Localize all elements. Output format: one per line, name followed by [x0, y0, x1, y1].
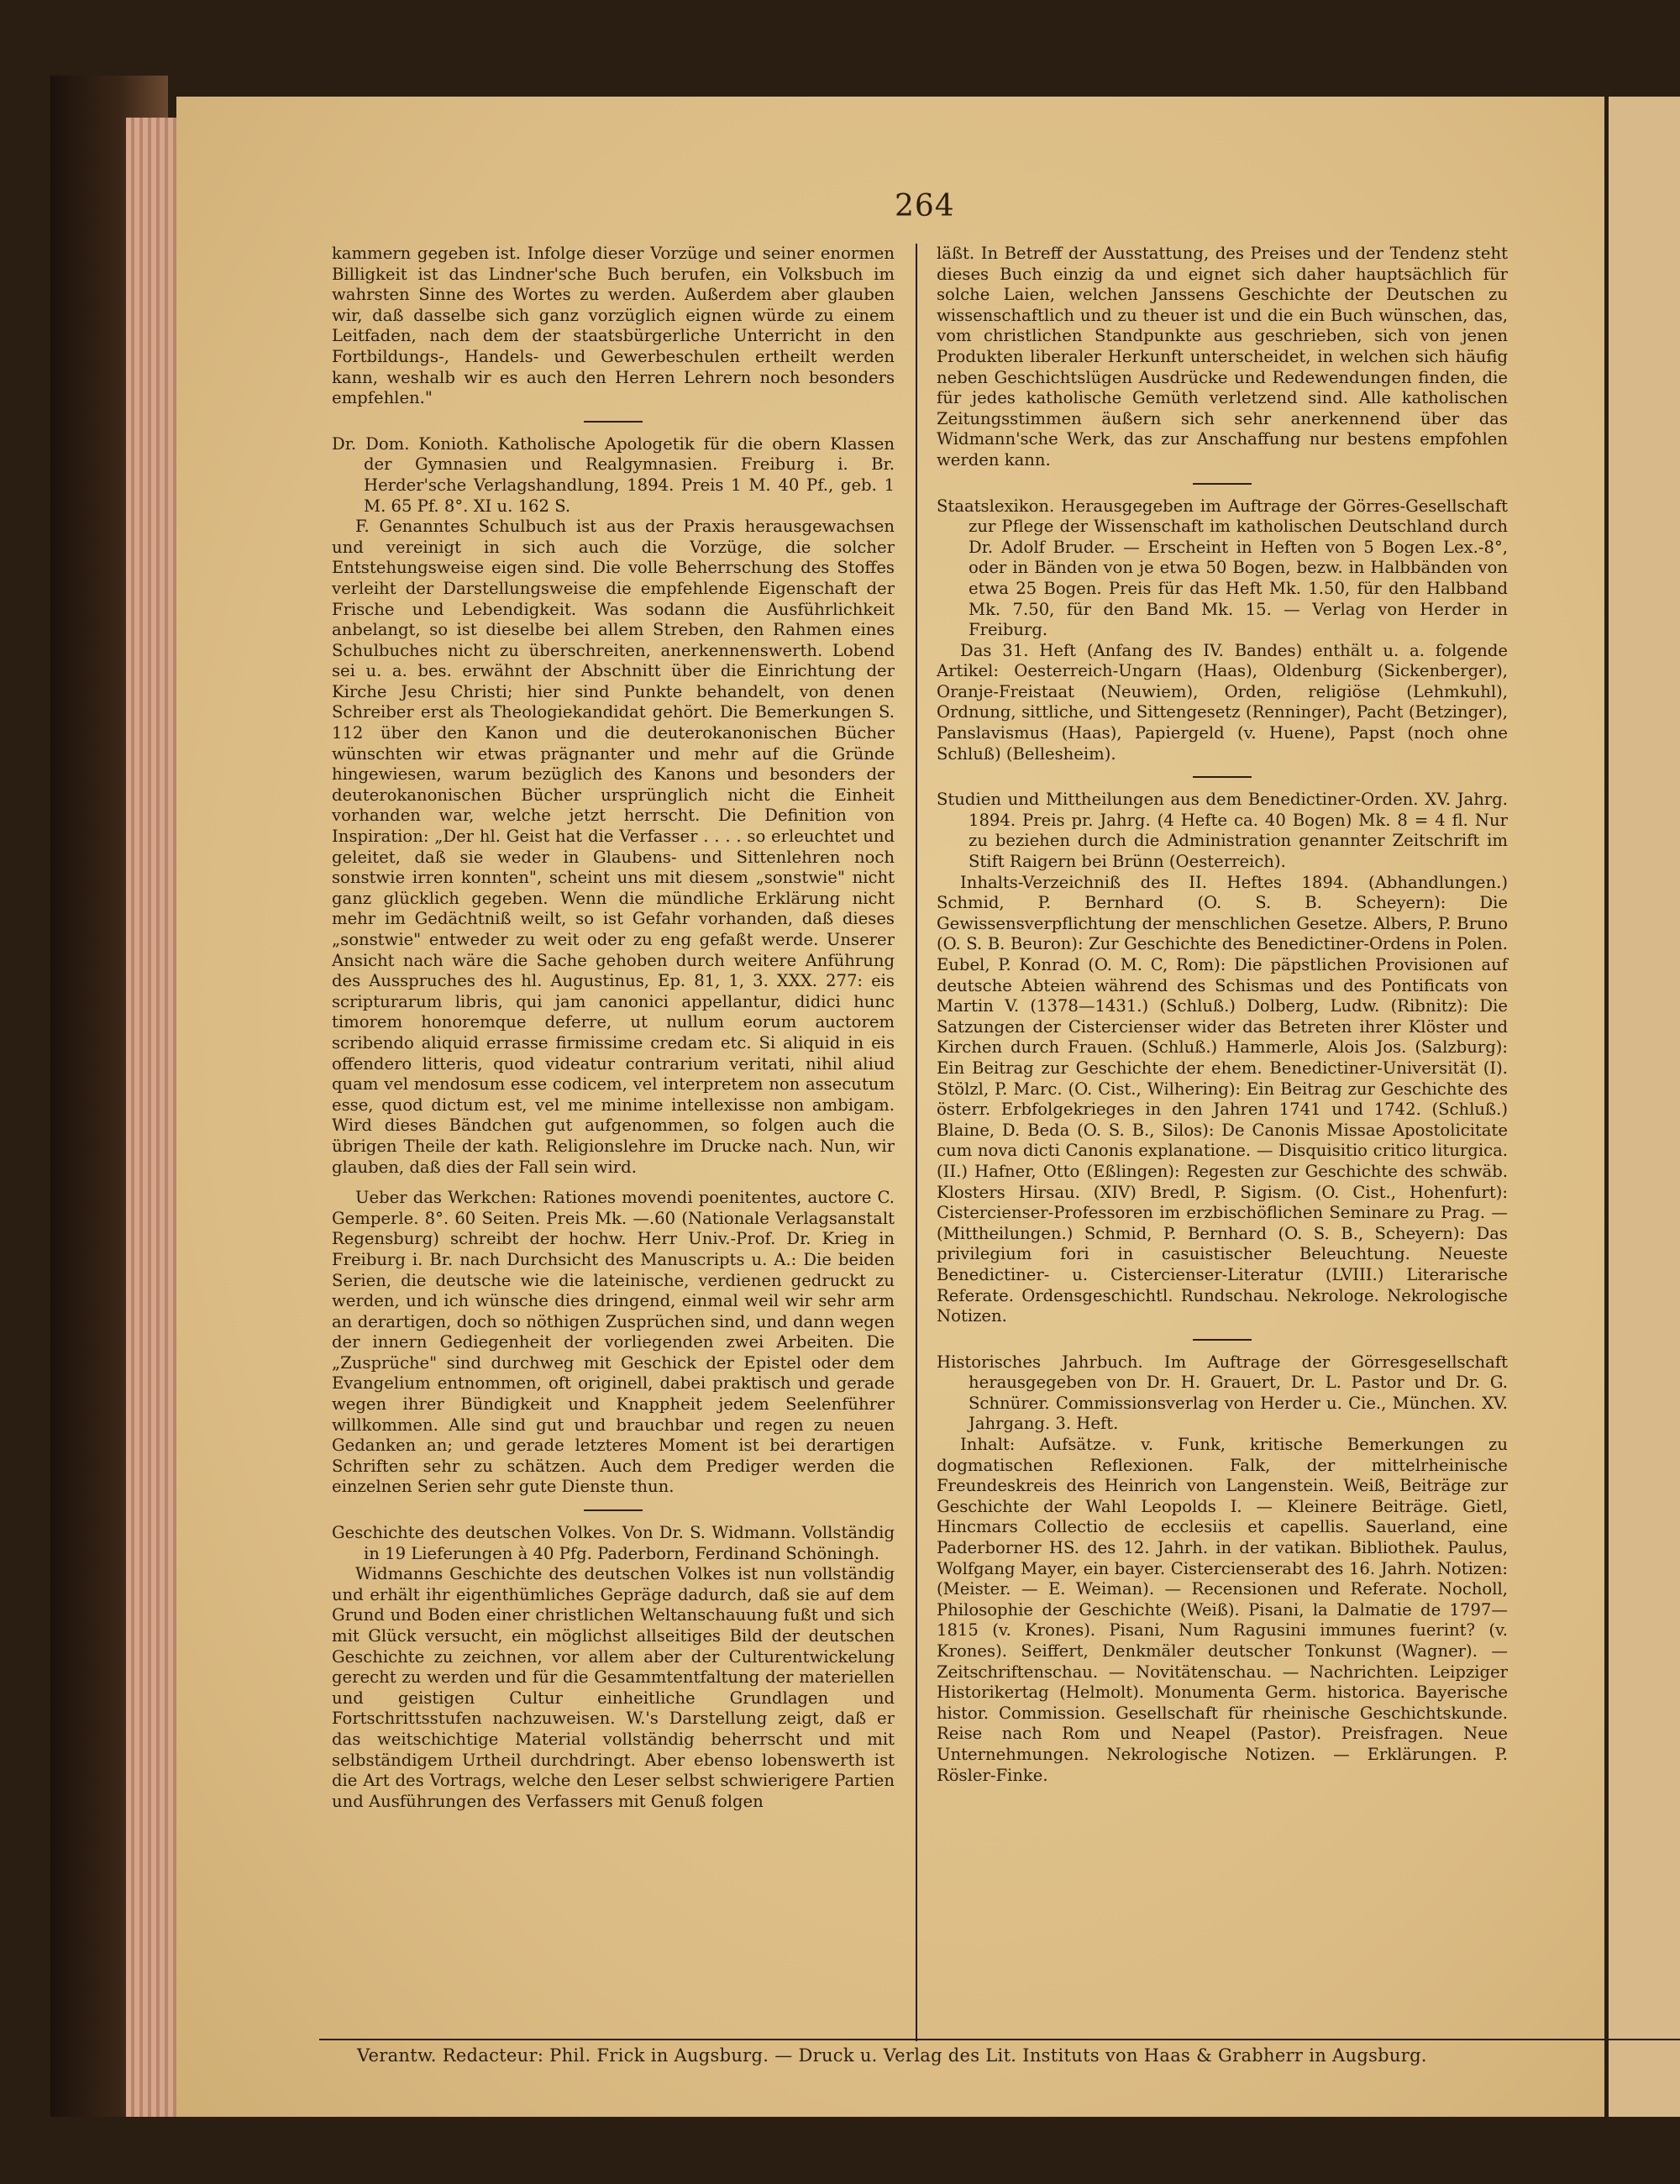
page-number: 264 — [895, 189, 955, 223]
book-entry-heading: Geschichte des deutschen Volkes. Von Dr. S. Widmann. Vollständig in 19 Lieferungen à 40 Pfg. Paderborn, Ferdinand Schöningh. — [332, 1523, 895, 1563]
book-review: Ueber das Werkchen: Rationes movendi poenitentes, auctore C. Gemperle. 8°. 60 Seiten. Preis Mk. —.60 (Nationale Verlagsanstalt Regensburg) schreibt der hochw. Herr Univ.-Prof. Dr. Krieg in Freiburg i. Br. nach Durchsicht des Manuscripts u. A.: Die beiden Serien, die deutsche wie die lateinische, verdienen gedruckt zu werden, und ich wünsche dies dringend, einmal weil wir sehr arm an derartigen, doch so nöthigen Zusprüchen sind, und dann wegen der innern Gediegenheit der vorliegenden zwei Arbeiten. Die „Zusprüche" sind durchweg mit Geschick der Epistel oder dem Evangelium entnommen, oft originell, dabei praktisch und gerade wegen ihrer Bündigkeit und Knappheit jedem Seelenführer willkommen. Alle sind gut und brauchbar und regen zu neuen Gedanken an; und gerade letzteres Moment ist bei derartigen Schriften sehr zu schätzen. Auch dem Prediger werden die einzelnen Serien sehr gute Dienste thun. — [332, 1188, 895, 1497]
book-entry-heading: Studien und Mittheilungen aus dem Benedictiner-Orden. XV. Jahrg. 1894. Preis pr. Jahrg. (4 Hefte ca. 40 Bogen) Mk. 8 = 4 fl. Nur zu beziehen durch die Administration genannter Zeitschrift im Stift Raigern bei Brünn (Oesterreich). — [937, 790, 1508, 872]
book-review: Widmanns Geschichte des deutschen Volkes ist nun vollständig und erhält ihr eigenthümliches Gepräge dadurch, daß sie auf dem Grund und Boden einer christlichen Weltanschauung fußt und sich mit Glück versucht, ein möglichst allseitiges Bild der deutschen Geschichte zu zeichnen, vor allem aber der Culturentwickelung gerecht zu werden und für die Gesammtentfaltung der materiellen und geistigen Cultur einheitliche Grundlagen und Fortschrittsstufen nachzuweisen. W.'s Darstellung zeigt, daß er das weitschichtige Material vollständig beherrscht und mit selbständigem Urtheil durchdringt. Aber ebenso lobenswerth ist die Art des Vortrags, welche den Leser selbst schwierigere Partien und Ausführungen des Verfassers mit Genuß folgen — [332, 1564, 895, 1811]
book-entry-heading: Historisches Jahrbuch. Im Auftrage der Görresgesellschaft herausgegeben von Dr. H. Grauert, Dr. L. Pastor und Dr. G. Schnürer. Commissionsverlag von Herder u. Cie., München. XV. Jahrgang. 3. Heft. — [937, 1352, 1508, 1434]
book-review: F. Genanntes Schulbuch ist aus der Praxis herausgewachsen und vereinigt in sich auch die Vorzüge, die solcher Entstehungsweise eigen sind. Die volle Beherrschung des Stoffes verleiht der Darstellungsweise die empfehlende Eigenschaft der Frische und Lebendigkeit. Was sodann die Ausführlichkeit anbelangt, so ist dieselbe bei allem Streben, den Rahmen eines Schulbuches nicht zu überschreiten, anerkennenswerth. Lobend sei u. a. bes. erwähnt der Abschnitt über die Einrichtung der Kirche Jesu Christi; hier sind Punkte behandelt, von denen Schreiber erst als Theologiekandidat gehört. Die Bemerkungen S. 112 über den Kanon und die deuterokanonischen Bücher wünschten wir etwas prägnanter und mehr auf die Gründe hingewiesen, warum bezüglich des Kanons und besonders der deuterokanonischen Bücher ursprünglich nicht die Einheit vorhanden war, welche jetzt herrscht. Die Definition von Inspiration: „Der hl. Geist hat die Verfasser . . . . so erleuchtet und geleitet, daß sie weder in Glaubens- und Sittenlehren noch sonstwie irren konnten", scheint uns mit diesem „sonstwie" nicht ganz glücklich gegeben. Wenn die mündliche Erklärung nicht mehr im Gedächtniß weilt, so ist Gefahr vorhanden, daß dieses „sonstwie" entweder zu weit oder zu eng gefaßt werde. Unserer Ansicht nach wäre die Sache gehoben durch weitere Anführung des Ausspruches des hl. Augustinus, Ep. 81, 1, 3. XXX. 277: eis scripturarum libris, qui jam canonici appellantur, didici hunc timorem honoremque deferre, ut nullum eorum auctorem scribendo aliquid errasse firmissime credam etc. Si aliquid in eis offendero litteris, quod videatur contrarium veritati, nihil aliud quam vel mendosum esse codicem, vel interpretem non assecutum esse, quod dictum est, vel me minime intellexisse non ambigam. Wird dieses Bändchen gut aufgenommen, so folgen auch die übrigen Theile der kath. Religionslehre im Drucke nach. Nun, wir glauben, daß dies der Fall sein wird. — [332, 517, 895, 1177]
footer-rule — [319, 2039, 1680, 2040]
book-review: Inhalts-Verzeichniß des II. Heftes 1894. (Abhandlungen.) Schmid, P. Bernhard (O. S. B. Scheyern): Die Gewissensverpflichtung der menschlichen Gesetze. Albers, P. Bruno (O. S. B. Beuron): Zur Geschichte des Benedictiner-Ordens in Polen. Eubel, P. Konrad (O. M. C, Rom): Die päpstlichen Provisionen auf deutsche Abteien während des Schismas und des Pontificats von Martin V. (1378—1431.) (Schluß.) Dolberg, Ludw. (Ribnitz): Die Satzungen der Cistercienser wider das Betreten ihrer Klöster und Kirchen durch Frauen. (Schluß.) Hammerle, Alois Jos. (Salzburg): Ein Beitrag zur Geschichte der ehem. Benedictiner-Universität (I). Stölzl, P. Marc. (O. Cist., Wilhering): Ein Beitrag zur Geschichte des österr. Erbfolgekrieges in den Jahren 1741 und 1742. (Schluß.) Blaine, D. Beda (O. S. B., Silos): De Canonis Missae Apostolicitate cum nova dicti Canonis explanatione. — Disquisitio critico liturgica. (II.) Hafner, Otto (Eßlingen): Regesten zur Geschichte des schwäb. Klosters Hirsau. (XIV) Bredl, P. Sigism. (O. Cist., Hohenfurt): Cistercienser-Professoren im erzbischöflichen Seminare zu Prag. — (Mittheilungen.) Schmid, P. Bernhard (O. S. B., Scheyern): Das privilegium fori in casuistischer Beleuchtung. Neueste Benedictiner- u. Cistercienser-Literatur (LVIII.) Literarische Referate. Ordensgeschichtl. Rundschau. Nekrologe. Nekrologische Notizen. — [937, 872, 1508, 1326]
facing-page-edge — [1609, 97, 1680, 2117]
right-column — [937, 244, 1508, 1786]
book-page — [176, 97, 1604, 2117]
imprint-footer: Verantw. Redacteur: Phil. Frick in Augsburg. — Druck u. Verlag des Lit. Instituts von Haas & Grabherr in Augsburg. — [357, 2045, 1427, 2066]
section-divider — [1193, 1339, 1252, 1341]
review-continuation: kammern gegeben ist. Infolge dieser Vorzüge und seiner enormen Billigkeit ist das Lindner'sche Buch berufen, ein Volksbuch im wahrsten Sinne des Wortes zu werden. Außerdem aber glauben wir, daß dasselbe sich ganz vorzüglich eignen würde zu einem Leitfaden, nach dem der staatsbürgerliche Unterricht in den Fortbildungs-, Handels- und Gewerbeschulen ertheilt werden kann, weshalb wir es auch den Herren Lehrern noch besonders empfehlen." — [332, 244, 895, 408]
book-review: Das 31. Heft (Anfang des IV. Bandes) enthält u. a. folgende Artikel: Oesterreich-Ungarn (Haas), Oldenburg (Sickenberger), Oranje-Freistaat (Neuwiem), Orden, religiöse (Lehmkuhl), Ordnung, sittliche, und Sittengesetz (Renninger), Pacht (Betzinger), Panslavismus (Haas), Papiergeld (v. Huene), Papst (noch ohne Schluß) (Bellesheim). — [937, 640, 1508, 764]
column-divider — [916, 244, 917, 2041]
section-divider — [1193, 483, 1252, 485]
section-divider — [584, 421, 643, 423]
review-continuation: läßt. In Betreff der Ausstattung, des Preises und der Tendenz steht dieses Buch einzig da und eignet sich daher hauptsächlich für solche Laien, welchen Janssens Geschichte der Deutschen zu wissenschaftlich und zu theuer ist und die ein Buch wünschen, das, vom christlichen Standpunkte aus geschrieben, sich von jenen Produkten liberaler Herkunft unterscheidet, in welchen sich häufig neben Geschichtslügen Ausdrücke und Redewendungen finden, die für jedes katholische Gemüth verletzend sind. Alle katholischen Zeitungsstimmen äußern sich sehr anerkennend über das Widmann'sche Werk, das zur Anschaffung nur bestens empfohlen werden kann. — [937, 244, 1508, 470]
book-entry-heading: Staatslexikon. Herausgegeben im Auftrage der Görres-Gesellschaft zur Pflege der Wissenschaft im katholischen Deutschland durch Dr. Adolf Bruder. — Erscheint in Heften von 5 Bogen Lex.-8°, oder in Bänden von je etwa 50 Bogen, bezw. in Halbbänden von etwa 25 Bogen. Preis für das Heft Mk. 1.50, für den Halbband Mk. 7.50, für den Band Mk. 15. — Verlag von Herder in Freiburg. — [937, 496, 1508, 640]
left-column — [332, 244, 895, 1812]
section-divider — [584, 1509, 643, 1511]
book-review: Inhalt: Aufsätze. v. Funk, kritische Bemerkungen zu dogmatischen Reflexionen. Falk, der mittelrheinische Freundeskreis des Heinrich von Langenstein. Weiß, Beiträge zur Geschichte der Wahl Leopolds I. — Kleinere Beiträge. Gietl, Hincmars Collectio de ecclesiis et capellis. Sauerland, eine Paderborner HS. des 12. Jahrh. in der vatikan. Bibliothek. Paulus, Wolfgang Mayer, ein bayer. Cistercienserabt des 16. Jahrh. Notizen: (Meister. — E. Weiman). — Recensionen und Referate. Nocholl, Philosophie der Geschichte (Weiß). Pisani, la Dalmatie de 1797—1815 (v. Krones). Pisani, Num Ragusini immunes fuerint? (v. Krones). Seiffert, Denkmäler deutscher Tonkunst (Wagner). — Zeitschriftenschau. — Novitätenschau. — Nachrichten. Leipziger Historikertag (Helmolt). Monumenta Germ. historica. Bayerische histor. Commission. Gesellschaft für rheinische Geschichtskunde. Reise nach Rom und Neapel (Pastor). Preisfragen. Neue Unternehmungen. Nekrologische Notizen. — Erklärungen. P. Rösler-Finke. — [937, 1435, 1508, 1785]
book-entry-heading: Dr. Dom. Konioth. Katholische Apologetik für die obern Klassen der Gymnasien und Realgymnasien. Freiburg i. Br. Herder'sche Verlagshandlung, 1894. Preis 1 M. 40 Pf., geb. 1 M. 65 Pf. 8°. XI u. 162 S. — [332, 433, 895, 516]
section-divider — [1193, 776, 1252, 778]
